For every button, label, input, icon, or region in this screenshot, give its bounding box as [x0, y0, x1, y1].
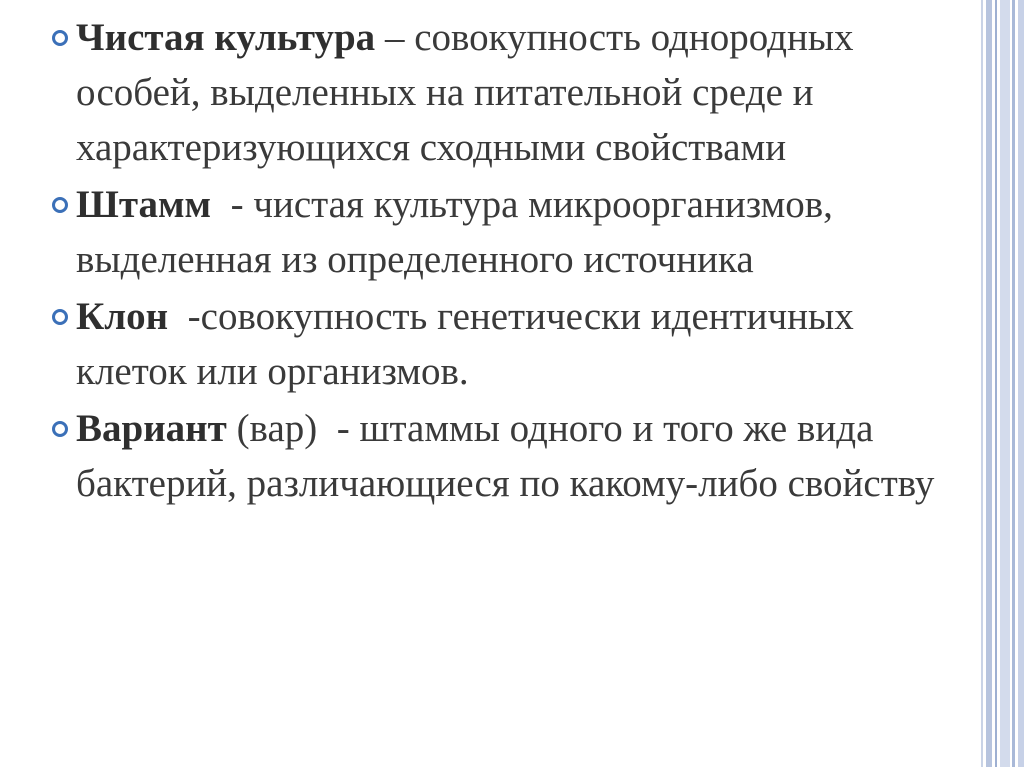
bullet-circle-icon [52, 197, 68, 213]
bullet-item-variant [46, 401, 946, 511]
decorative-stripe [995, 0, 997, 767]
term-label: Клон [76, 295, 169, 338]
decorative-stripe [1018, 0, 1024, 767]
bullet-item-strain [46, 177, 946, 287]
definition-text: - чистая культура микроорганизмов, выделенная из определенного источника [76, 183, 843, 281]
bullet-item-pure-culture [46, 10, 946, 175]
term-label: Штамм [76, 183, 212, 226]
definition-text: – совокупность однородных особей, выделенных на питательной среде и характеризующихся сходными свойствами [76, 16, 854, 169]
decorative-stripe [981, 0, 983, 767]
decorative-stripe [986, 0, 992, 767]
decorative-stripe [1012, 0, 1015, 767]
definition-text: (вар) - штаммы одного и того же вида бактерий, различающиеся по какому-либо свойству [76, 407, 935, 505]
bullet-circle-icon [52, 309, 68, 325]
term-label: Вариант [76, 407, 227, 450]
bullet-circle-icon [52, 421, 68, 437]
definition-text: -совокупность генетически идентичных клеток или организмов. [76, 295, 864, 393]
bullet-item-clone [46, 289, 946, 399]
term-label: Чистая культура [76, 16, 376, 59]
bullet-list [46, 10, 946, 513]
bullet-circle-icon [52, 30, 68, 46]
decorative-stripe [1000, 0, 1010, 767]
